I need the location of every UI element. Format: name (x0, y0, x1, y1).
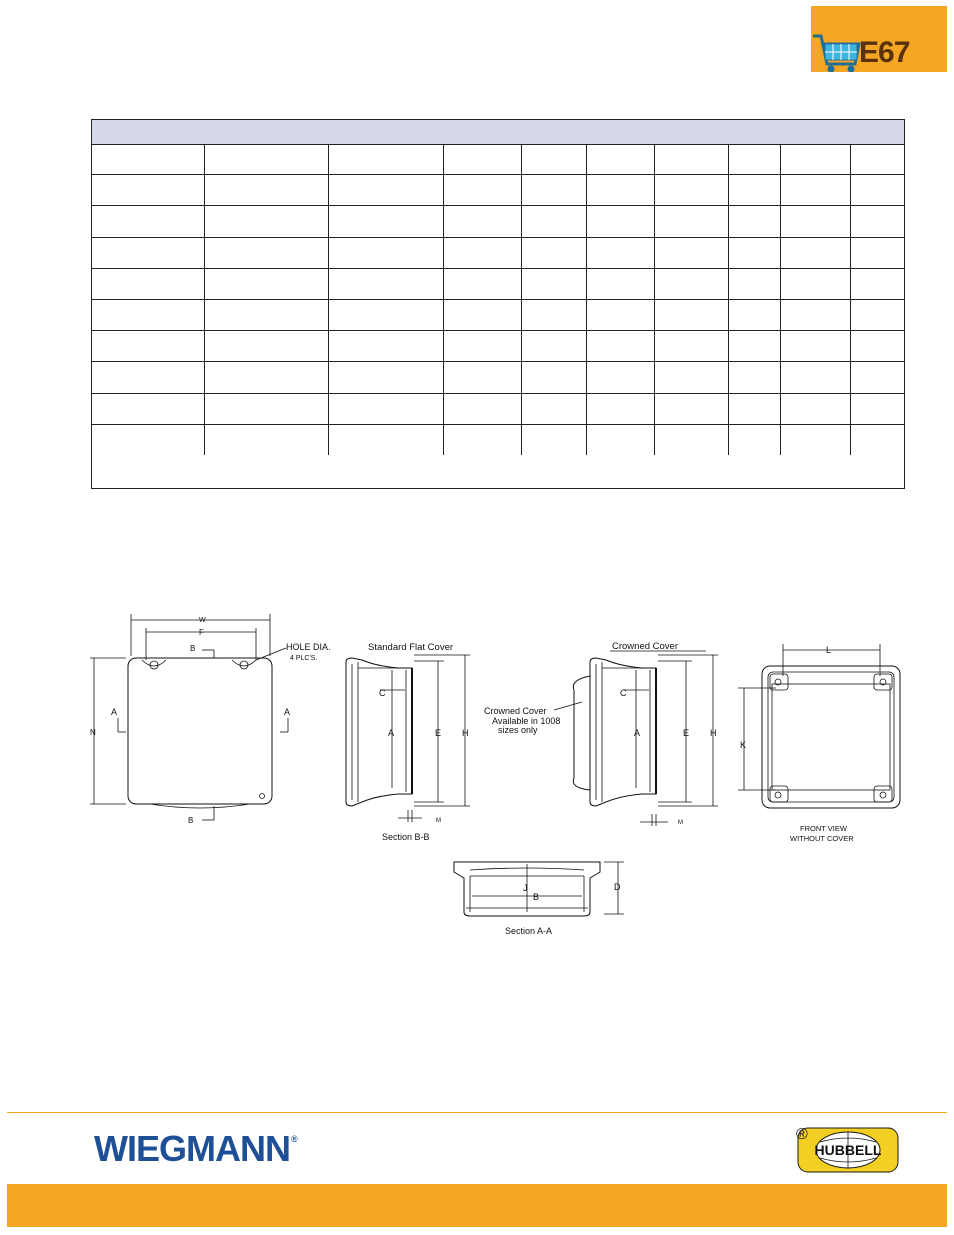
dim-w: W (199, 617, 206, 624)
crowned-note-line3: sizes only (498, 725, 538, 735)
crowned-dim-c: C (620, 688, 627, 698)
hubbell-logo (796, 1126, 900, 1174)
dim-b: B (533, 892, 540, 902)
footer-bar (7, 1184, 947, 1227)
dim-n: N (90, 728, 96, 737)
section-b-bottom: B (188, 816, 194, 825)
crowned-dim-e: E (683, 728, 690, 738)
crowned-dim-h: H (710, 728, 717, 738)
crowned-cover-drawing (484, 641, 718, 826)
crowned-cover-title: Crowned Cover (612, 641, 678, 652)
wiegmann-logo (94, 1128, 297, 1170)
footer-rule (7, 1112, 947, 1113)
front-view-caption-2: WITHOUT COVER (790, 834, 854, 843)
dim-c: C (379, 688, 386, 698)
brand-reg-mark: ® (290, 1134, 297, 1144)
section-aa-caption: Section A-A (505, 926, 553, 936)
hubbell-reg-mark: ® (796, 1126, 808, 1143)
dim-d: D (614, 882, 621, 892)
standard-cover-title: Standard Flat Cover (368, 642, 454, 653)
dim-f: F (199, 628, 204, 637)
section-a-right: A (284, 707, 291, 717)
section-bb-caption: Section B-B (382, 832, 430, 842)
hubbell-wordmark: HUBBELL (814, 1142, 882, 1158)
dim-l: L (826, 645, 832, 655)
dim-m: M (436, 818, 441, 824)
dim-k: K (740, 740, 747, 750)
dim-a: A (388, 728, 395, 738)
dim-j: J (523, 883, 528, 893)
hole-plcs-label: 4 PLC'S. (290, 655, 318, 662)
front-view-drawing (738, 644, 900, 843)
catalog-code: E67 (859, 36, 910, 69)
section-a-left: A (111, 707, 118, 717)
brand-name: WIEGMANN (94, 1128, 290, 1169)
crowned-dim-a: A (634, 728, 641, 738)
hole-dia-label: HOLE DIA. (286, 642, 331, 652)
front-view-caption-1: FRONT VIEW (800, 824, 847, 833)
crowned-note-line1: Crowned Cover (484, 706, 547, 716)
section-aa-drawing (454, 862, 624, 936)
crowned-note-line2: Available in 1008 (492, 716, 561, 726)
dim-h: H (462, 728, 469, 738)
section-bb-drawing (346, 642, 470, 842)
section-b-top: B (190, 644, 196, 653)
dim-e: E (435, 728, 442, 738)
crowned-dim-m: M (678, 820, 683, 826)
top-view-drawing (90, 614, 331, 825)
